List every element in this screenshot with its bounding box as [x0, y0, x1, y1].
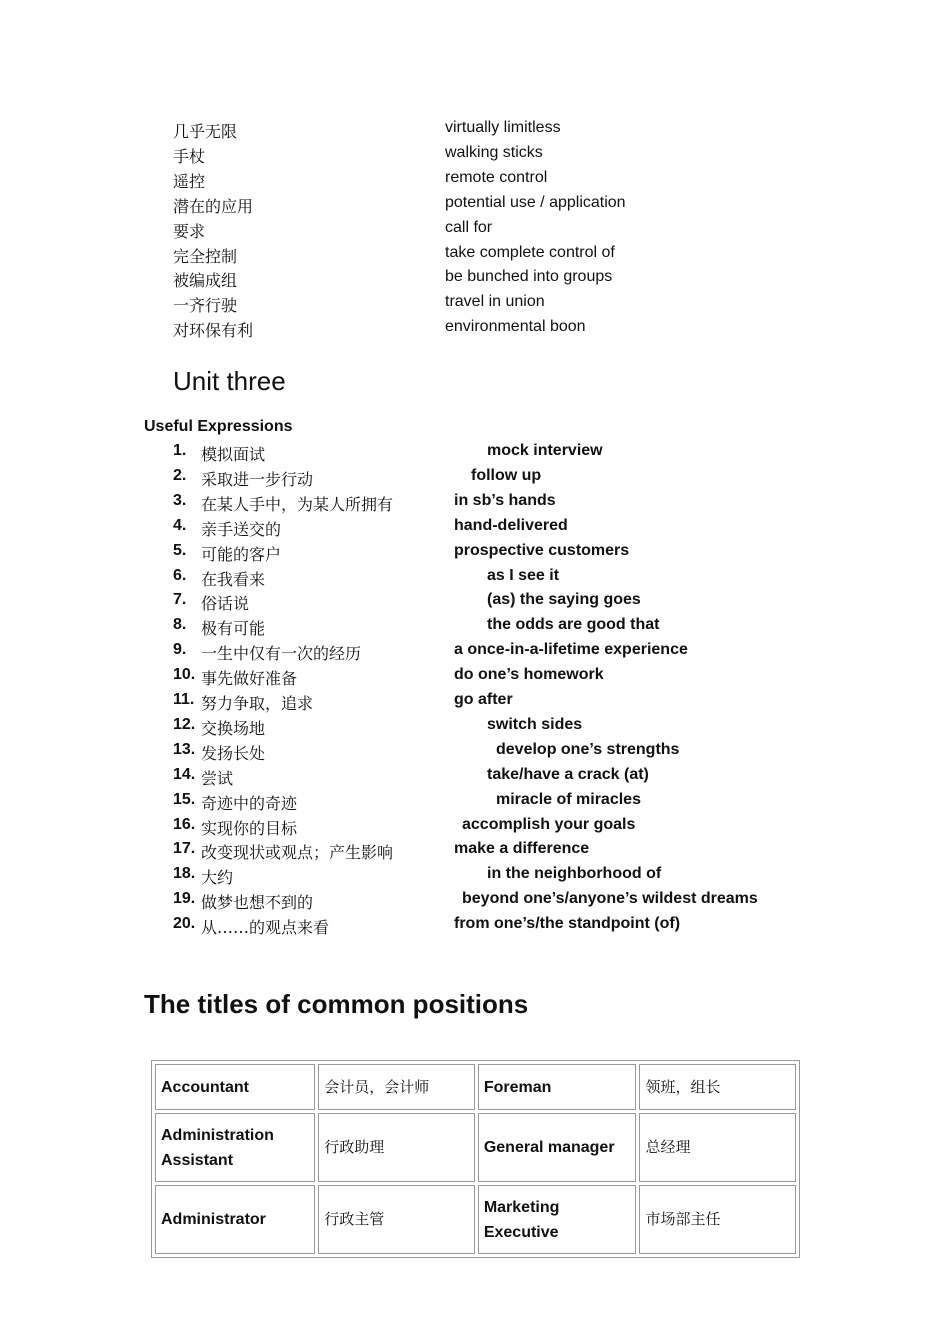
- expression-number: 15.: [173, 790, 196, 808]
- expression-english: take/have a crack (at): [487, 765, 649, 783]
- expression-chinese: 做梦也想不到的: [201, 893, 314, 913]
- expression-chinese: 一生中仅有一次的经历: [201, 644, 362, 664]
- table-row: [155, 1064, 796, 1110]
- expression-chinese: 事先做好准备: [201, 669, 298, 689]
- expression-chinese: 改变现状或观点；产生影响: [201, 843, 394, 863]
- position-title-cell: Foreman: [478, 1064, 637, 1110]
- expression-english: prospective customers: [454, 541, 630, 559]
- expression-english: (as) the saying goes: [487, 591, 641, 609]
- expression-english: the odds are good that: [487, 616, 660, 634]
- expression-number: 10.: [173, 666, 196, 684]
- position-translation-cell: 会计员，会计师: [318, 1064, 475, 1110]
- expression-chinese: 采取进一步行动: [201, 469, 314, 489]
- vocab-english: walking sticks: [445, 143, 543, 161]
- expression-english: in sb’s hands: [454, 491, 556, 509]
- expression-number: 14.: [173, 765, 196, 783]
- expression-chinese: 交换场地: [201, 718, 266, 738]
- expression-number: 1.: [173, 442, 187, 459]
- vocab-english: potential use / application: [445, 193, 626, 211]
- expression-chinese: 可能的客户: [201, 544, 282, 564]
- vocab-english: be bunched into groups: [445, 268, 613, 286]
- expression-number: 12.: [173, 715, 196, 733]
- expression-english: in the neighborhood of: [487, 865, 662, 883]
- expression-english: miracle of miracles: [496, 790, 641, 808]
- expression-english: go after: [454, 691, 513, 708]
- expression-english: accomplish your goals: [462, 815, 636, 833]
- expression-number: 19.: [173, 890, 196, 908]
- expression-chinese: 亲手送交的: [201, 519, 282, 539]
- expression-chinese: 尝试: [201, 768, 234, 788]
- vocab-chinese: 对环保有利: [173, 321, 254, 341]
- expression-number: 16.: [173, 815, 196, 833]
- expression-english: from one’s/the standpoint (of): [454, 915, 681, 933]
- vocab-english: virtually limitless: [445, 119, 561, 136]
- position-translation-cell: 领班，组长: [639, 1064, 796, 1110]
- expression-english: follow up: [471, 466, 542, 484]
- vocab-chinese: 遥控: [173, 171, 206, 191]
- vocab-chinese: 要求: [173, 221, 206, 241]
- position-translation-cell: 行政助理: [318, 1113, 475, 1182]
- position-title-cell: Administrator: [155, 1185, 315, 1254]
- expression-chinese: 奇迹中的奇迹: [201, 793, 298, 813]
- expression-number: 7.: [173, 591, 187, 609]
- position-title-cell: Marketing Executive: [478, 1185, 637, 1254]
- expression-english: hand-delivered: [454, 516, 568, 534]
- expression-chinese: 大约: [201, 868, 234, 888]
- expression-number: 9.: [173, 641, 187, 659]
- vocab-chinese: 几乎无限: [173, 122, 238, 141]
- position-title-cell: General manager: [478, 1113, 637, 1182]
- vocab-chinese: 手杖: [173, 146, 206, 166]
- vocab-english: call for: [445, 218, 493, 236]
- expression-chinese: 实现你的目标: [201, 818, 298, 838]
- expression-english: beyond one’s/anyone’s wildest dreams: [462, 890, 758, 908]
- vocab-english: take complete control of: [445, 243, 615, 261]
- vocab-english: environmental boon: [445, 318, 586, 336]
- expression-chinese: 极有可能: [201, 619, 266, 639]
- expression-english: mock interview: [487, 442, 603, 459]
- expression-number: 11.: [173, 691, 195, 708]
- expression-chinese: 努力争取，追求: [201, 694, 314, 713]
- expression-number: 3.: [173, 491, 187, 509]
- unit-title: Unit three: [173, 366, 286, 396]
- expression-number: 17.: [173, 840, 196, 858]
- expression-english: do one’s homework: [454, 666, 604, 684]
- expression-chinese: 从……的观点来看: [201, 918, 330, 938]
- table-row: [155, 1113, 796, 1182]
- position-title-cell: Administration Assistant: [155, 1113, 315, 1182]
- expression-chinese: 在某人手中，为某人所拥有: [201, 494, 394, 514]
- expression-number: 4.: [173, 516, 187, 534]
- vocab-chinese: 潜在的应用: [173, 196, 254, 216]
- expression-number: 18.: [173, 865, 196, 883]
- table-row: [155, 1185, 796, 1254]
- position-translation-cell: 市场部主任: [639, 1185, 796, 1254]
- expression-english: a once-in-a-lifetime experience: [454, 641, 688, 659]
- positions-table: [151, 1060, 800, 1258]
- expression-chinese: 模拟面试: [201, 445, 266, 464]
- expression-number: 13.: [173, 740, 196, 758]
- vocab-chinese: 完全控制: [173, 246, 238, 266]
- vocab-chinese: 一齐行驶: [173, 296, 238, 316]
- useful-expressions-heading: Useful Expressions: [144, 418, 293, 435]
- expression-english: make a difference: [454, 840, 590, 858]
- expression-number: 5.: [173, 541, 187, 559]
- expression-chinese: 在我看来: [201, 569, 266, 589]
- expression-english: switch sides: [487, 715, 583, 733]
- expression-english: develop one’s strengths: [496, 740, 680, 758]
- position-translation-cell: 行政主管: [318, 1185, 475, 1254]
- expression-number: 8.: [173, 616, 187, 634]
- vocab-english: travel in union: [445, 293, 545, 311]
- position-translation-cell: 总经理: [639, 1113, 796, 1182]
- expression-english: as I see it: [487, 566, 560, 584]
- position-title-cell: Accountant: [155, 1064, 315, 1110]
- expression-chinese: 俗话说: [201, 594, 250, 614]
- vocab-chinese: 被编成组: [173, 271, 238, 291]
- expression-number: 2.: [173, 466, 187, 484]
- positions-title: The titles of common positions: [144, 989, 529, 1019]
- vocab-english: remote control: [445, 168, 548, 186]
- expression-number: 6.: [173, 566, 187, 584]
- expression-number: 20.: [173, 915, 196, 933]
- expression-chinese: 发扬长处: [201, 743, 266, 763]
